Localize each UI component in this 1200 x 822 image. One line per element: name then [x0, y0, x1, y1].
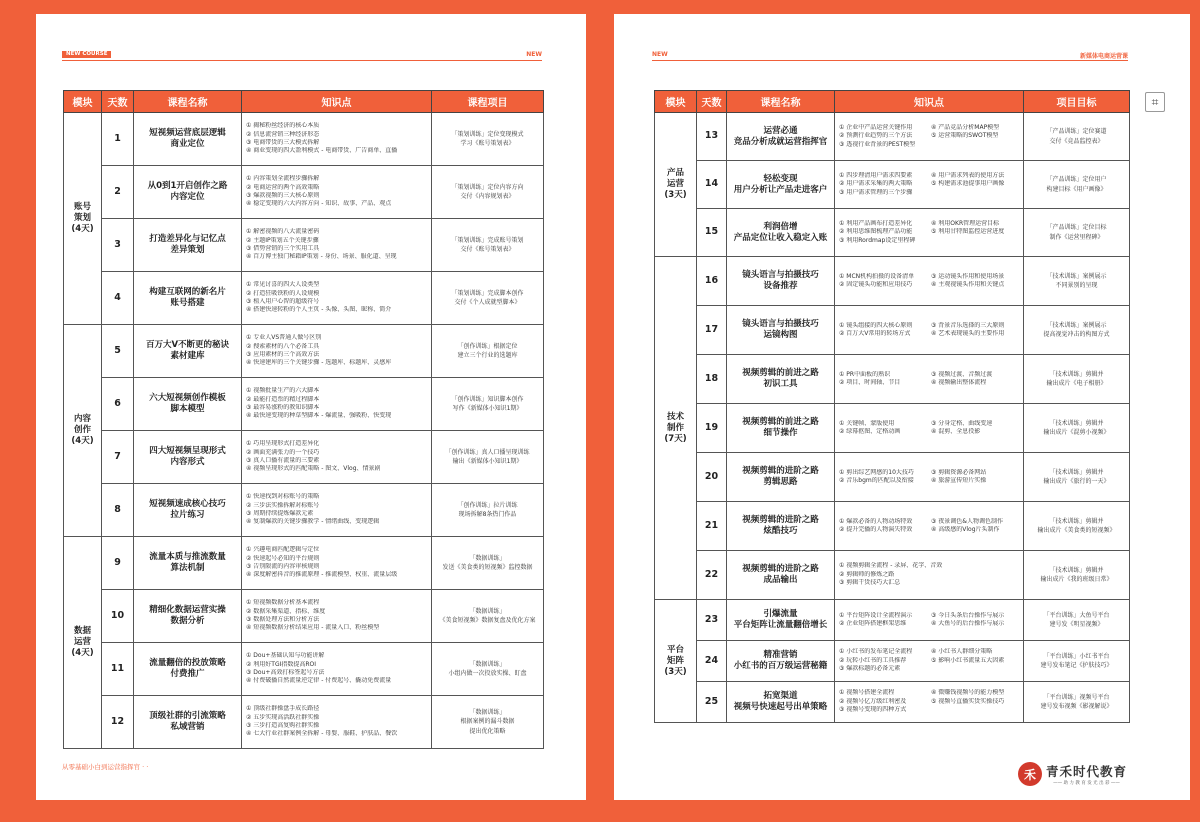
- course-row: [655, 404, 1130, 453]
- course-project: 「创作训练」知识脚本创作 写作《新媒体小知识1期》: [432, 378, 544, 431]
- knowledge-point: ① MCN机构拍摄的设备清单: [839, 272, 915, 280]
- course-name: 视频剪辑的进阶之路 炫酷技巧: [727, 502, 835, 551]
- course-project: 「创作训练」根据定位 建立三个行业的选题库: [432, 325, 544, 378]
- knowledge-points: [835, 113, 1024, 161]
- knowledge-point: ② 百万大V常用的转场方式: [839, 330, 911, 337]
- course-project: 「技术训练」案例展示 不同景别的呈现: [1024, 257, 1130, 306]
- left-col-header: 天数: [102, 91, 134, 113]
- course-row: [64, 537, 544, 590]
- new-course-tag: NEW COURSE: [62, 51, 111, 58]
- brand-logo: [1018, 762, 1127, 786]
- course-project: 「平台训练」大鱼号平台 建号发《明星视频》: [1024, 600, 1130, 641]
- day-number: 8: [102, 484, 134, 537]
- knowledge-point: ⑤ 运营策略的SWOT模型: [931, 132, 999, 140]
- knowledge-points: [835, 551, 1024, 600]
- knowledge-point: ③ 背景音乐选择的三大原则: [931, 321, 1005, 329]
- knowledge-point: ② 打造狂吸铁粉的人设规模: [246, 289, 320, 297]
- left-header-bar: [62, 50, 542, 61]
- knowledge-points: [242, 219, 432, 272]
- knowledge-points: [242, 643, 432, 696]
- course-project: 「数据训练」 发送《美食类的短视频》监控数据: [432, 537, 544, 590]
- course-row: [655, 551, 1130, 600]
- course-project: 「技术训练」剪辑并 输出成片《电子相册》: [1024, 355, 1130, 404]
- course-name: 从0到1开启创作之路 内容定位: [134, 166, 242, 219]
- left-col-header: 模块: [64, 91, 102, 113]
- new-tag: NEW: [526, 51, 542, 58]
- right-header-bar: [652, 50, 1128, 61]
- module-name: 数据 运营 (4天): [64, 537, 102, 749]
- right-col-header: 项目目标: [1024, 91, 1130, 113]
- knowledge-point: ⑤ 构建需求池提事用户画像: [931, 180, 1005, 188]
- knowledge-point: ① 小红书的发布笔记全流程: [839, 648, 913, 656]
- knowledge-point: ③ 周期持续提炼爆款元素: [246, 510, 314, 517]
- knowledge-point: ② 信息流营销三种经济形态: [246, 130, 320, 138]
- day-number: 7: [102, 431, 134, 484]
- knowledge-point: ④ 视频输出整体流程: [931, 379, 987, 386]
- knowledge-point: ③ 真人口播有流量的三要素: [246, 457, 320, 464]
- knowledge-point: ① 解密视频的八大流量密码: [246, 228, 320, 236]
- right-col-header: 知识点: [835, 91, 1024, 113]
- knowledge-point: ③ 最容易涨粉的教知识脚本: [246, 404, 320, 411]
- knowledge-point: ② 剪辑师的修炼之路: [839, 570, 895, 578]
- knowledge-point: ② 主题IP策划五个关键步骤: [246, 236, 319, 244]
- module-name: 内容 创作 (4天): [64, 325, 102, 537]
- knowledge-point: ④ 商业变现的四大盈利模式 - 电商带货、广告商单、直播: [246, 147, 398, 155]
- day-number: 13: [697, 113, 727, 161]
- knowledge-point: ④ 最快速变现的种草型脚本 - 爆流量、强吸粉、快变现: [246, 412, 392, 420]
- knowledge-point: ④ 主观视镜头作用和关键点: [931, 281, 1005, 288]
- course-project: 「技术训练」剪辑并 输出成片《我的班级日常》: [1024, 551, 1130, 600]
- day-number: 20: [697, 453, 727, 502]
- course-name: 短视频速成核心技巧 拉片练习: [134, 484, 242, 537]
- knowledge-point: ③ 透视行业背景的PEST模型: [839, 140, 916, 148]
- knowledge-points: [242, 272, 432, 325]
- day-number: 5: [102, 325, 134, 378]
- knowledge-points: [242, 484, 432, 537]
- knowledge-point: ① 常见讨喜的四大人设类型: [246, 281, 320, 289]
- knowledge-point: ① 巧用呈现形式打造差异化: [246, 440, 320, 448]
- course-name: 引爆流量 平台矩阵让流量翻倍增长: [727, 600, 835, 641]
- course-name: 流量本质与推流数量 算法机制: [134, 537, 242, 590]
- knowledge-point: ③ 视频过渡、音频过渡: [931, 370, 993, 378]
- knowledge-point: ② 三步法实操拆解对标账号: [246, 501, 320, 509]
- course-row: [655, 682, 1130, 723]
- brand-name: 青禾时代教育: [1046, 764, 1128, 779]
- knowledge-point: ④ 深度解密抖音的推流原理 - 推流模型、权重、流量层级: [246, 571, 398, 579]
- scan-icon[interactable]: ⌗: [1145, 92, 1165, 112]
- course-name: 顶级社群的引流策略 私域营销: [134, 696, 242, 749]
- course-row: [64, 484, 544, 537]
- knowledge-point: ④ 七大行业社群案例全拆解 - 母婴、服鞋、护肤品、餐饮: [246, 730, 398, 738]
- day-number: 17: [697, 306, 727, 355]
- knowledge-point: ① 关键帧、蒙版使用: [839, 419, 895, 427]
- knowledge-point: ② 项目、时间轴、节目: [839, 379, 901, 386]
- course-project: 「平台训练」小红书平台 建号发布笔记《护肤技巧》: [1024, 641, 1130, 682]
- course-project: 「数据训练」 根据案例的漏斗数据 提出优化策略: [432, 696, 544, 749]
- course-name: 精准营销 小红书的百万级运营秘籍: [727, 641, 835, 682]
- day-number: 3: [102, 219, 134, 272]
- course-row: [655, 209, 1130, 257]
- course-project: 「技术训练」剪辑并 输出成片《美食类的短视频》: [1024, 502, 1130, 551]
- knowledge-point: ① 短视频数据分析基本流程: [246, 599, 320, 607]
- knowledge-point: ② 电商运营的两个高效策略: [246, 183, 320, 191]
- knowledge-point: ④ 产品竞品分析MAP模型: [931, 123, 1000, 131]
- knowledge-point: ④ 搭建快速转粉的个人主页 - 头像、头图、昵称、简介: [246, 306, 392, 314]
- knowledge-points: [242, 537, 432, 590]
- knowledge-point: ③ 利用Rordmap设定里程碑: [839, 236, 916, 244]
- course-name: 打造差异化与记忆点 差异策划: [134, 219, 242, 272]
- day-number: 14: [697, 161, 727, 209]
- course-row: [64, 325, 544, 378]
- knowledge-point: ③ 爆款视频的三大核心原则: [246, 192, 320, 199]
- knowledge-point: ③ 用户需求管理的三个步骤: [839, 188, 913, 196]
- course-name: 视频剪辑的进阶之路 成品输出: [727, 551, 835, 600]
- day-number: 11: [102, 643, 134, 696]
- right-course-table: [654, 90, 1130, 723]
- knowledge-point: ④ 短视频数据分析结果应用 - 流量入口、粉丝模型: [246, 624, 380, 632]
- left-col-header: 课程项目: [432, 91, 544, 113]
- corner-accent: [0, 0, 26, 26]
- course-row: [64, 113, 544, 166]
- course-project: 「产品训练」定位赛道 交付《竞品监控表》: [1024, 113, 1130, 161]
- day-number: 4: [102, 272, 134, 325]
- knowledge-point: ① 专业人VS普通人做号区别: [246, 334, 322, 342]
- knowledge-points: [835, 209, 1024, 257]
- course-name: 运营必通 竞品分析成就运营指挥官: [727, 113, 835, 161]
- knowledge-points: [835, 453, 1024, 502]
- course-row: [655, 161, 1130, 209]
- knowledge-points: [835, 600, 1024, 641]
- knowledge-point: ② 数据采集渠道、指标、维度: [246, 607, 326, 615]
- knowledge-point: ③ 剪辑干货技巧大汇总: [839, 579, 901, 587]
- knowledge-point: ④ 旅游宣传短片实操: [931, 477, 987, 484]
- knowledge-point: ③ 剪辑资源必备网站: [931, 468, 987, 476]
- knowledge-point: ⑤ 视频号直播实货实操技巧: [931, 697, 1005, 705]
- knowledge-point: ⑤ 利用甘特图监控运营进度: [931, 228, 1005, 236]
- knowledge-point: ④ 小红书人群细分策略: [931, 648, 993, 656]
- knowledge-point: ② 用户需求采集的两大策略: [839, 180, 913, 188]
- course-name: 拓宽渠道 视频号快速起号出单策略: [727, 682, 835, 723]
- knowledge-point: ③ 告别限流的内容审核规则: [246, 563, 320, 570]
- course-project: 「策划训练」完成账号策划 交付《账号策划表》: [432, 219, 544, 272]
- course-row: [655, 306, 1130, 355]
- knowledge-point: ① 镜头组接的四大核心原则: [839, 321, 913, 329]
- course-project: 「技术训练」剪辑并 输出成片《混剪小视频》: [1024, 404, 1130, 453]
- module-name: 平台 矩阵 (3天): [655, 600, 697, 723]
- knowledge-point: ① 平台矩阵设计全流程演示: [839, 611, 913, 619]
- knowledge-point: ③ 数据处理方法和分析方法: [246, 616, 320, 623]
- knowledge-points: [835, 306, 1024, 355]
- course-name: 视频剪辑的进阶之路 剪辑思路: [727, 453, 835, 502]
- day-number: 10: [102, 590, 134, 643]
- course-project: 「产品训练」定位用户 构建目标《用户画像》: [1024, 161, 1130, 209]
- knowledge-point: ② 搜索素材的八个必备工具: [246, 342, 320, 350]
- course-row: [655, 453, 1130, 502]
- course-row: [64, 219, 544, 272]
- knowledge-point: ④ 视频呈现形式的匹配策略 - 图文、Vlog、情景剧: [246, 465, 381, 473]
- knowledge-point: ③ 应用素材的三个高效方法: [246, 351, 320, 358]
- course-name: 精细化数据运营实操 数据分析: [134, 590, 242, 643]
- day-number: 25: [697, 682, 727, 723]
- course-row: [655, 355, 1130, 404]
- left-page: [36, 14, 586, 800]
- knowledge-point: ② 利用思维图梳理产品功能: [839, 228, 913, 236]
- course-name: 构建互联网的新名片 账号搭建: [134, 272, 242, 325]
- day-number: 18: [697, 355, 727, 404]
- day-number: 6: [102, 378, 134, 431]
- course-name: 四大短视频呈现形式 内容形式: [134, 431, 242, 484]
- module-name: 产品 运营 (3天): [655, 113, 697, 257]
- left-footer: 从零基础小白到运营指挥官 · ·: [62, 763, 149, 771]
- day-number: 15: [697, 209, 727, 257]
- knowledge-point: ② 最能打造票的精过程脚本: [246, 395, 320, 403]
- course-name: 利润倍增 产品定位让收入稳定入账: [727, 209, 835, 257]
- knowledge-point: ④ 利用OKR管理运营目标: [931, 219, 1000, 227]
- course-project: 「产品训练」定位目标 制作《运营里程碑》: [1024, 209, 1130, 257]
- course-name: 镜头语言与拍摄技巧 设备推荐: [727, 257, 835, 306]
- knowledge-point: ③ 分身定格、曲线变速: [931, 419, 993, 427]
- course-project: 「策划训练」定位变现模式 学习《账号策划表》: [432, 113, 544, 166]
- knowledge-point: ② 视频号亿万级红利密及: [839, 697, 907, 705]
- right-table-header-row: [655, 91, 1130, 113]
- new-tag-right: NEW: [652, 51, 668, 58]
- knowledge-point: ② 绿幕抠图、定格动画: [839, 428, 901, 435]
- day-number: 24: [697, 641, 727, 682]
- course-project: 「数据训练」 《美食短视频》数据复盘及优化方案: [432, 590, 544, 643]
- right-col-header: 天数: [697, 91, 727, 113]
- logo-seal-icon: 禾: [1018, 762, 1042, 786]
- knowledge-point: ③ Dou+高效打标签起号方法: [246, 669, 325, 676]
- knowledge-point: ③ 植入用户心智的超级符号: [246, 298, 320, 305]
- knowledge-point: ① 视频剪辑全流程 - 录屏、花字、音效: [839, 562, 943, 570]
- right-col-header: 课程名称: [727, 91, 835, 113]
- knowledge-points: [242, 696, 432, 749]
- day-number: 23: [697, 600, 727, 641]
- course-row: [64, 431, 544, 484]
- knowledge-point: ① 视频批量生产的六大脚本: [246, 387, 320, 395]
- left-col-header: 课程名称: [134, 91, 242, 113]
- module-name: 技术 制作 (7天): [655, 257, 697, 600]
- knowledge-point: ① 视频号搭建全流程: [839, 689, 895, 697]
- day-number: 16: [697, 257, 727, 306]
- right-col-header: 模块: [655, 91, 697, 113]
- brand-slogan: —— 助 力 教 育 发 光 出 彩 ——: [1053, 781, 1120, 786]
- knowledge-points: [242, 113, 432, 166]
- course-name: 百万大V不断更的秘诀 素材建库: [134, 325, 242, 378]
- knowledge-point: ② 预测行业趋势的三个方法: [839, 132, 913, 140]
- knowledge-point: ① 爆款必备的人物动场特效: [839, 517, 913, 525]
- knowledge-points: [242, 431, 432, 484]
- knowledge-point: ② 利用好TGI指数提高ROI: [246, 660, 317, 668]
- knowledge-point: ④ 复制爆款的关键步骤教学 - 情绪曲线、变现逻辑: [246, 518, 380, 526]
- course-name: 短视频运营底层逻辑 商业定位: [134, 113, 242, 166]
- day-number: 9: [102, 537, 134, 590]
- knowledge-point: ① 企业中产品运营关键作用: [839, 123, 913, 131]
- knowledge-point: ① 顶级社群操盘手成长路径: [246, 705, 320, 713]
- course-name: 视频剪辑的前进之路 初识工具: [727, 355, 835, 404]
- knowledge-point: ③ 爆款标题的必备元素: [839, 665, 901, 673]
- knowledge-point: ① 内容策划全流程步骤拆解: [246, 175, 320, 183]
- knowledge-points: [242, 166, 432, 219]
- knowledge-points: [835, 682, 1024, 723]
- knowledge-point: ② 企业矩阵搭建框架思维: [839, 620, 907, 627]
- right-page: [614, 14, 1174, 800]
- knowledge-point: ① Dou+基础认知与功能讲解: [246, 652, 325, 660]
- knowledge-point: ③ 三步打造高复购社群实操: [246, 722, 320, 729]
- knowledge-points: [835, 257, 1024, 306]
- course-row: [655, 641, 1130, 682]
- module-name: 账号 策划 (4天): [64, 113, 102, 325]
- knowledge-point: ② 五步实现高活跃社群实操: [246, 713, 320, 721]
- knowledge-point: ③ 借势营销的三个实用工具: [246, 245, 320, 252]
- knowledge-point: ① 剪出综艺网感的10大技巧: [839, 468, 914, 476]
- course-project: 「技术训练」案例展示 提高视觉冲击的构图方式: [1024, 306, 1130, 355]
- course-row: [655, 600, 1130, 641]
- course-name: 镜头语言与拍摄技巧 运镜构图: [727, 306, 835, 355]
- knowledge-point: ② 快速起号必知的平台规则: [246, 554, 320, 562]
- knowledge-point: ② 固定镜头功能和应用技巧: [839, 281, 913, 288]
- course-row: [655, 502, 1130, 551]
- knowledge-points: [835, 161, 1024, 209]
- knowledge-point: ④ 高级感的Vlog片头制作: [931, 526, 1000, 533]
- knowledge-point: ④ 稳定变现的六大内容方向 - 知识、故事、产品、观点: [246, 200, 392, 208]
- course-project: 「策划训练」完成脚本创作 交付《个人成就型脚本》: [432, 272, 544, 325]
- knowledge-points: [835, 355, 1024, 404]
- course-project: 「创作训练」拉片训练 现场拆解8条热门作品: [432, 484, 544, 537]
- knowledge-point: ① 揭秘粉丝经济的核心本质: [246, 122, 320, 130]
- knowledge-point: ④ 混剪、全息投影: [931, 428, 981, 435]
- knowledge-point: ① 利用产品画布打造差异化: [839, 219, 913, 227]
- course-row: [64, 696, 544, 749]
- day-number: 19: [697, 404, 727, 453]
- day-number: 22: [697, 551, 727, 600]
- course-row: [64, 378, 544, 431]
- course-project: 「平台训练」视频号平台 建号发布视频《影视解说》: [1024, 682, 1130, 723]
- course-row: [64, 643, 544, 696]
- knowledge-point: ② 提升完播的人物演失特效: [839, 526, 913, 533]
- day-number: 12: [102, 696, 134, 749]
- course-name: 流量翻倍的投放策略 付费推广: [134, 643, 242, 696]
- course-row: [64, 272, 544, 325]
- knowledge-point: ① 兴趣电商匹配逻辑与定位: [246, 546, 320, 554]
- knowledge-point: ② 玩转小红书的工具推荐: [839, 656, 907, 664]
- knowledge-point: ③ 视频号变现的四种方式: [839, 706, 907, 714]
- course-row: [64, 166, 544, 219]
- knowledge-point: ① 四步理清用户需求四要素: [839, 171, 913, 179]
- course-name: 视频剪辑的前进之路 细节操作: [727, 404, 835, 453]
- knowledge-point: ④ 快速建库的三个关键步骤 - 选题库、标题库、灵感库: [246, 359, 392, 367]
- knowledge-point: ① 快速找到对标账号的策略: [246, 493, 320, 501]
- knowledge-point: ④ 用户需求列表的使用方法: [931, 171, 1005, 179]
- knowledge-point: ② 画面充满张力的一个技巧: [246, 448, 320, 456]
- course-title-tag: 新媒体电商运营课: [1079, 53, 1128, 60]
- knowledge-point: ① PR中面板的熟识: [839, 370, 891, 378]
- course-project: 「数据训练」 小组内做一次投放实操、盯盘: [432, 643, 544, 696]
- knowledge-points: [242, 378, 432, 431]
- knowledge-point: ③ 运动镜头作用和使用场景: [931, 272, 1005, 280]
- course-row: [655, 113, 1130, 161]
- left-col-header: 知识点: [242, 91, 432, 113]
- left-course-table: [63, 90, 544, 749]
- knowledge-point: ④ 微赚钱视频号的能力模型: [931, 689, 1005, 697]
- knowledge-point: ③ 今日头条后台操作与展示: [931, 611, 1005, 619]
- day-number: 21: [697, 502, 727, 551]
- knowledge-point: ④ 艺术表现镜头的主要作用: [931, 330, 1005, 337]
- course-project: 「创作训练」真人口播呈现训练 输出《新媒体小知识1期》: [432, 431, 544, 484]
- knowledge-points: [835, 641, 1024, 682]
- course-row: [655, 257, 1130, 306]
- knowledge-point: ③ 夜景调色&人物调色制作: [931, 517, 1003, 525]
- knowledge-point: ③ 电商带货的三大模式拆解: [246, 139, 320, 146]
- knowledge-point: ② 音乐bgm的匹配以及衔接: [839, 477, 914, 484]
- course-project: 「技术训练」剪辑并 输出成片《旅行的一天》: [1024, 453, 1130, 502]
- knowledge-points: [242, 590, 432, 643]
- course-name: 轻松变现 用户分析让产品走进客户: [727, 161, 835, 209]
- course-row: [64, 590, 544, 643]
- knowledge-point: ④ 百万博主独门秘籍IP策划 - 身份、场景、服化道、呈现: [246, 253, 397, 261]
- knowledge-point: ④ 付费破播自然流量逆定律 - 付费起号、撬动免费流量: [246, 677, 392, 685]
- knowledge-points: [835, 404, 1024, 453]
- course-name: 六大短视频创作模板 脚本模型: [134, 378, 242, 431]
- day-number: 1: [102, 113, 134, 166]
- course-project: 「策划训练」定位内容方向 交付《内容规划表》: [432, 166, 544, 219]
- knowledge-point: ⑤ 影响小红书流量五大因素: [931, 656, 1005, 664]
- day-number: 2: [102, 166, 134, 219]
- knowledge-point: ④ 大鱼号的后台操作与展示: [931, 620, 1005, 627]
- knowledge-points: [835, 502, 1024, 551]
- knowledge-points: [242, 325, 432, 378]
- left-table-header-row: [64, 91, 544, 113]
